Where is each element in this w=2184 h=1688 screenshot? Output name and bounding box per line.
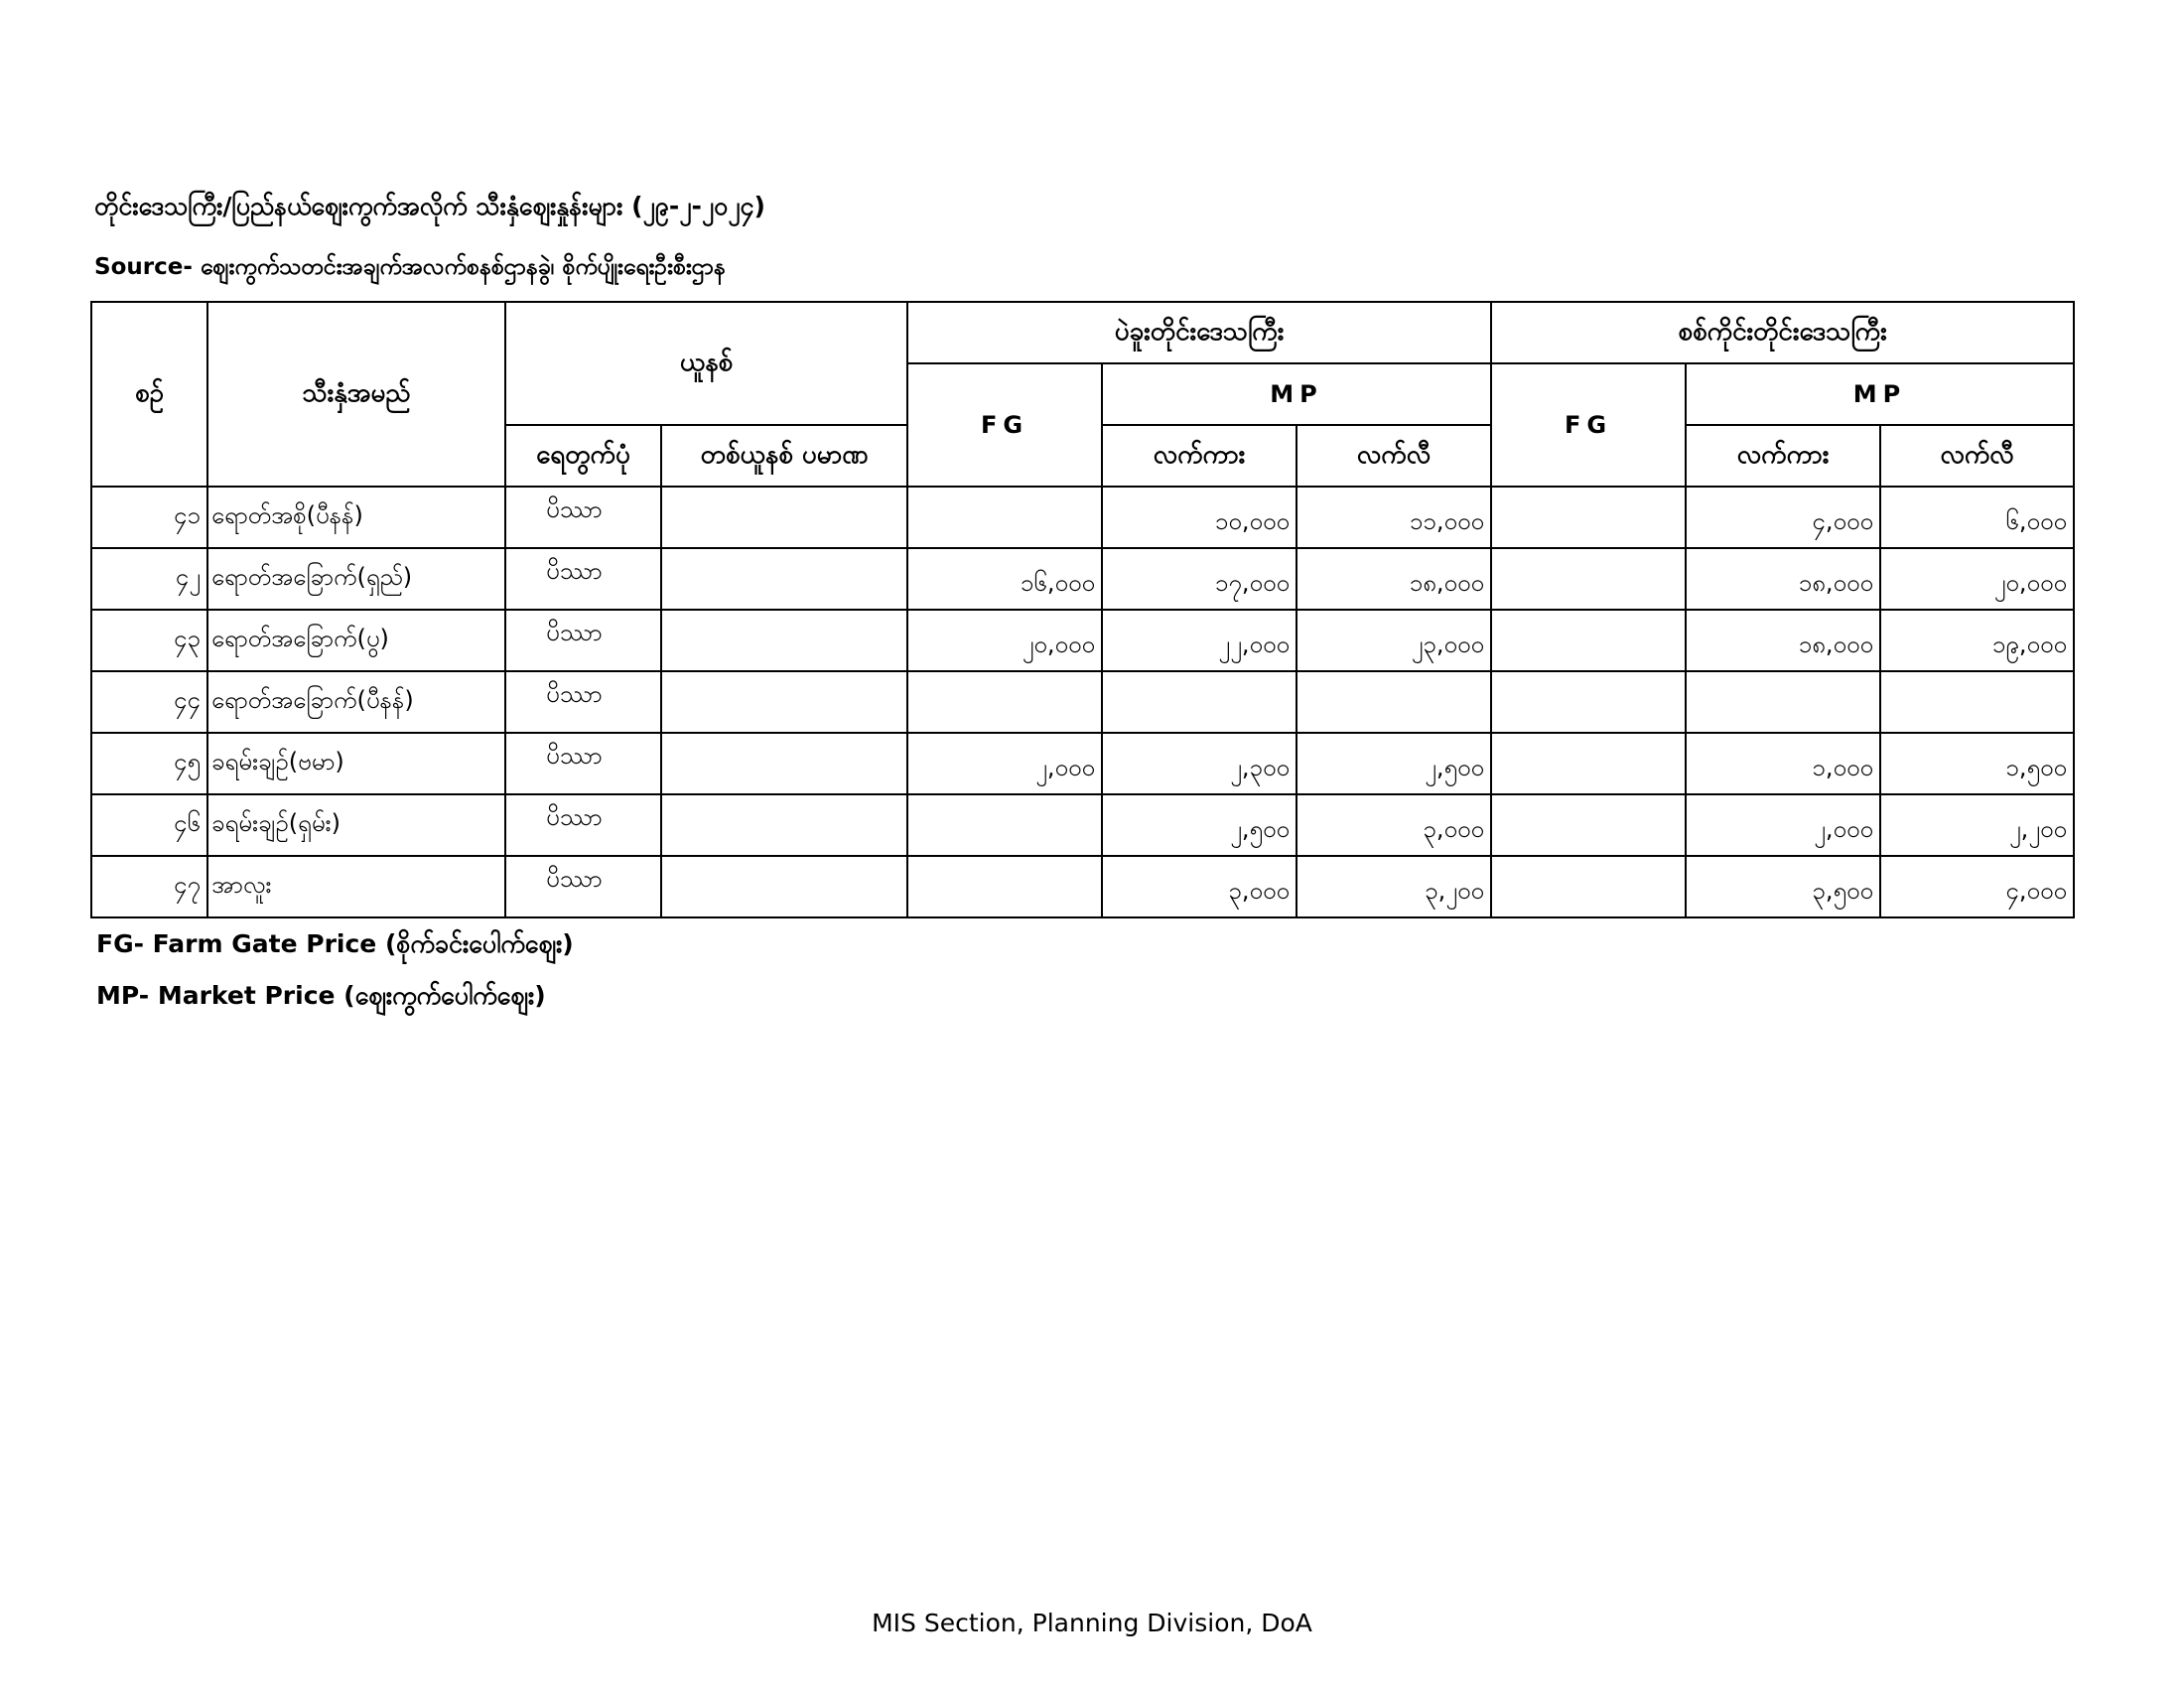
row-unit: ပိဿာ xyxy=(505,487,661,548)
header-sagaing-fg: FG xyxy=(1491,363,1686,487)
row-bago-wholesale: ၂,၃၀၀ xyxy=(1102,733,1297,794)
page-footer: MIS Section, Planning Division, DoA xyxy=(872,1609,1312,1637)
row-bago-wholesale: ၁၇,၀၀၀ xyxy=(1102,548,1297,610)
row-bago-fg: ၁၆,၀၀၀ xyxy=(907,548,1102,610)
header-sagaing-mp: MP xyxy=(1686,363,2074,425)
row-sagaing-fg xyxy=(1491,487,1686,548)
row-unit-std xyxy=(661,733,907,794)
table-row xyxy=(91,671,2074,733)
row-sagaing-fg xyxy=(1491,671,1686,733)
row-crop-name: ရောတ်အခြောက်(ရှည်) xyxy=(207,548,505,610)
header-bago-mp: MP xyxy=(1102,363,1491,425)
row-bago-wholesale: ၂၂,၀၀၀ xyxy=(1102,610,1297,671)
header-crop-name: သီးနှံအမည် xyxy=(207,302,505,487)
row-no: ၄၁ xyxy=(91,487,207,548)
row-bago-fg xyxy=(907,671,1102,733)
header-region-sagaing: စစ်ကိုင်းတိုင်းဒေသကြီး xyxy=(1491,302,2074,363)
row-crop-name: ရောတ်အခြောက်(ပီနန်) xyxy=(207,671,505,733)
row-crop-name: ခရမ်းချဉ်(ရှမ်း) xyxy=(207,794,505,856)
header-no: စဉ် xyxy=(91,302,207,487)
row-sagaing-fg xyxy=(1491,548,1686,610)
row-unit-std xyxy=(661,610,907,671)
row-unit-std xyxy=(661,548,907,610)
table-row xyxy=(91,487,2074,548)
row-crop-name: အာလူး xyxy=(207,856,505,917)
row-unit: ပိဿာ xyxy=(505,548,661,610)
header-region-bago: ပဲခူးတိုင်းဒေသကြီး xyxy=(907,302,1491,363)
header-unit-type: ရေတွက်ပုံ xyxy=(505,425,661,487)
header-bago-fg: FG xyxy=(907,363,1102,487)
row-sagaing-retail: ၂၀,၀၀၀ xyxy=(1880,548,2074,610)
row-unit: ပိဿာ xyxy=(505,610,661,671)
row-bago-wholesale xyxy=(1102,671,1297,733)
row-sagaing-fg xyxy=(1491,856,1686,917)
row-sagaing-retail: ၁၉,၀၀၀ xyxy=(1880,610,2074,671)
row-bago-wholesale: ၁၀,၀၀၀ xyxy=(1102,487,1297,548)
row-no: ၄၃ xyxy=(91,610,207,671)
row-no: ၄၇ xyxy=(91,856,207,917)
table-row xyxy=(91,548,2074,610)
header-bago-wholesale: လက်ကား xyxy=(1102,425,1297,487)
row-sagaing-retail: ၂,၂၀၀ xyxy=(1880,794,2074,856)
legend-fg: FG- Farm Gate Price (စိုက်ခင်းပေါက်ဈေး) xyxy=(96,929,574,958)
header-sagaing-wholesale: လက်ကား xyxy=(1686,425,1880,487)
row-sagaing-wholesale: ၄,၀၀၀ xyxy=(1686,487,1880,548)
row-bago-retail: ၁၈,၀၀၀ xyxy=(1297,548,1491,610)
source-line: Source- ဈေးကွက်သတင်းအချက်အလက်စနစ်ဌာနခွဲ၊ စိုက်ပျိုးရေးဦးစီးဌာန xyxy=(94,254,726,280)
price-table xyxy=(90,301,2075,918)
row-sagaing-wholesale: ၁၈,၀၀၀ xyxy=(1686,548,1880,610)
row-unit-std xyxy=(661,794,907,856)
row-bago-fg xyxy=(907,794,1102,856)
table-row xyxy=(91,794,2074,856)
row-bago-wholesale: ၃,၀၀၀ xyxy=(1102,856,1297,917)
row-sagaing-retail: ၁,၅၀၀ xyxy=(1880,733,2074,794)
row-sagaing-retail: ၆,၀၀၀ xyxy=(1880,487,2074,548)
row-crop-name: ရောတ်အစို(ပီနန်) xyxy=(207,487,505,548)
row-bago-retail: ၁၁,၀၀၀ xyxy=(1297,487,1491,548)
row-sagaing-fg xyxy=(1491,794,1686,856)
header-unit-group: ယူနစ် xyxy=(505,302,907,425)
row-sagaing-wholesale: ၁၈,၀၀၀ xyxy=(1686,610,1880,671)
row-sagaing-wholesale: ၁,၀၀၀ xyxy=(1686,733,1880,794)
table-row xyxy=(91,733,2074,794)
page-title: တိုင်းဒေသကြီး/ပြည်နယ်ဈေးကွက်အလိုက် သီးနှံဈေးနှုန်းများ (၂၉-၂-၂၀၂၄) xyxy=(94,192,765,220)
row-crop-name: ခရမ်းချဉ်(ဗမာ) xyxy=(207,733,505,794)
header-sagaing-retail: လက်လီ xyxy=(1880,425,2074,487)
row-bago-retail: ၂,၅၀၀ xyxy=(1297,733,1491,794)
row-bago-retail: ၃,၀၀၀ xyxy=(1297,794,1491,856)
row-bago-wholesale: ၂,၅၀၀ xyxy=(1102,794,1297,856)
row-bago-fg xyxy=(907,487,1102,548)
row-bago-fg xyxy=(907,856,1102,917)
row-unit: ပိဿာ xyxy=(505,733,661,794)
row-unit: ပိဿာ xyxy=(505,794,661,856)
legend-mp: MP- Market Price (ဈေးကွက်ပေါက်ဈေး) xyxy=(96,981,546,1010)
row-unit: ပိဿာ xyxy=(505,671,661,733)
table-row xyxy=(91,610,2074,671)
table-row xyxy=(91,856,2074,917)
header-bago-retail: လက်လီ xyxy=(1297,425,1491,487)
row-sagaing-retail: ၄,၀၀၀ xyxy=(1880,856,2074,917)
row-no: ၄၂ xyxy=(91,548,207,610)
row-sagaing-fg xyxy=(1491,733,1686,794)
row-sagaing-fg xyxy=(1491,610,1686,671)
row-no: ၄၄ xyxy=(91,671,207,733)
row-unit-std xyxy=(661,671,907,733)
row-sagaing-wholesale: ၃,၅၀၀ xyxy=(1686,856,1880,917)
header-unit-std: တစ်ယူနစ် ပမာဏ xyxy=(661,425,907,487)
row-unit-std xyxy=(661,856,907,917)
row-sagaing-retail xyxy=(1880,671,2074,733)
row-bago-retail xyxy=(1297,671,1491,733)
row-bago-fg: ၂၀,၀၀၀ xyxy=(907,610,1102,671)
row-no: ၄၆ xyxy=(91,794,207,856)
row-bago-fg: ၂,၀၀၀ xyxy=(907,733,1102,794)
row-bago-retail: ၃,၂၀၀ xyxy=(1297,856,1491,917)
row-sagaing-wholesale: ၂,၀၀၀ xyxy=(1686,794,1880,856)
row-unit: ပိဿာ xyxy=(505,856,661,917)
row-crop-name: ရောတ်အခြောက်(ပွ) xyxy=(207,610,505,671)
row-bago-retail: ၂၃,၀၀၀ xyxy=(1297,610,1491,671)
row-unit-std xyxy=(661,487,907,548)
row-no: ၄၅ xyxy=(91,733,207,794)
row-sagaing-wholesale xyxy=(1686,671,1880,733)
